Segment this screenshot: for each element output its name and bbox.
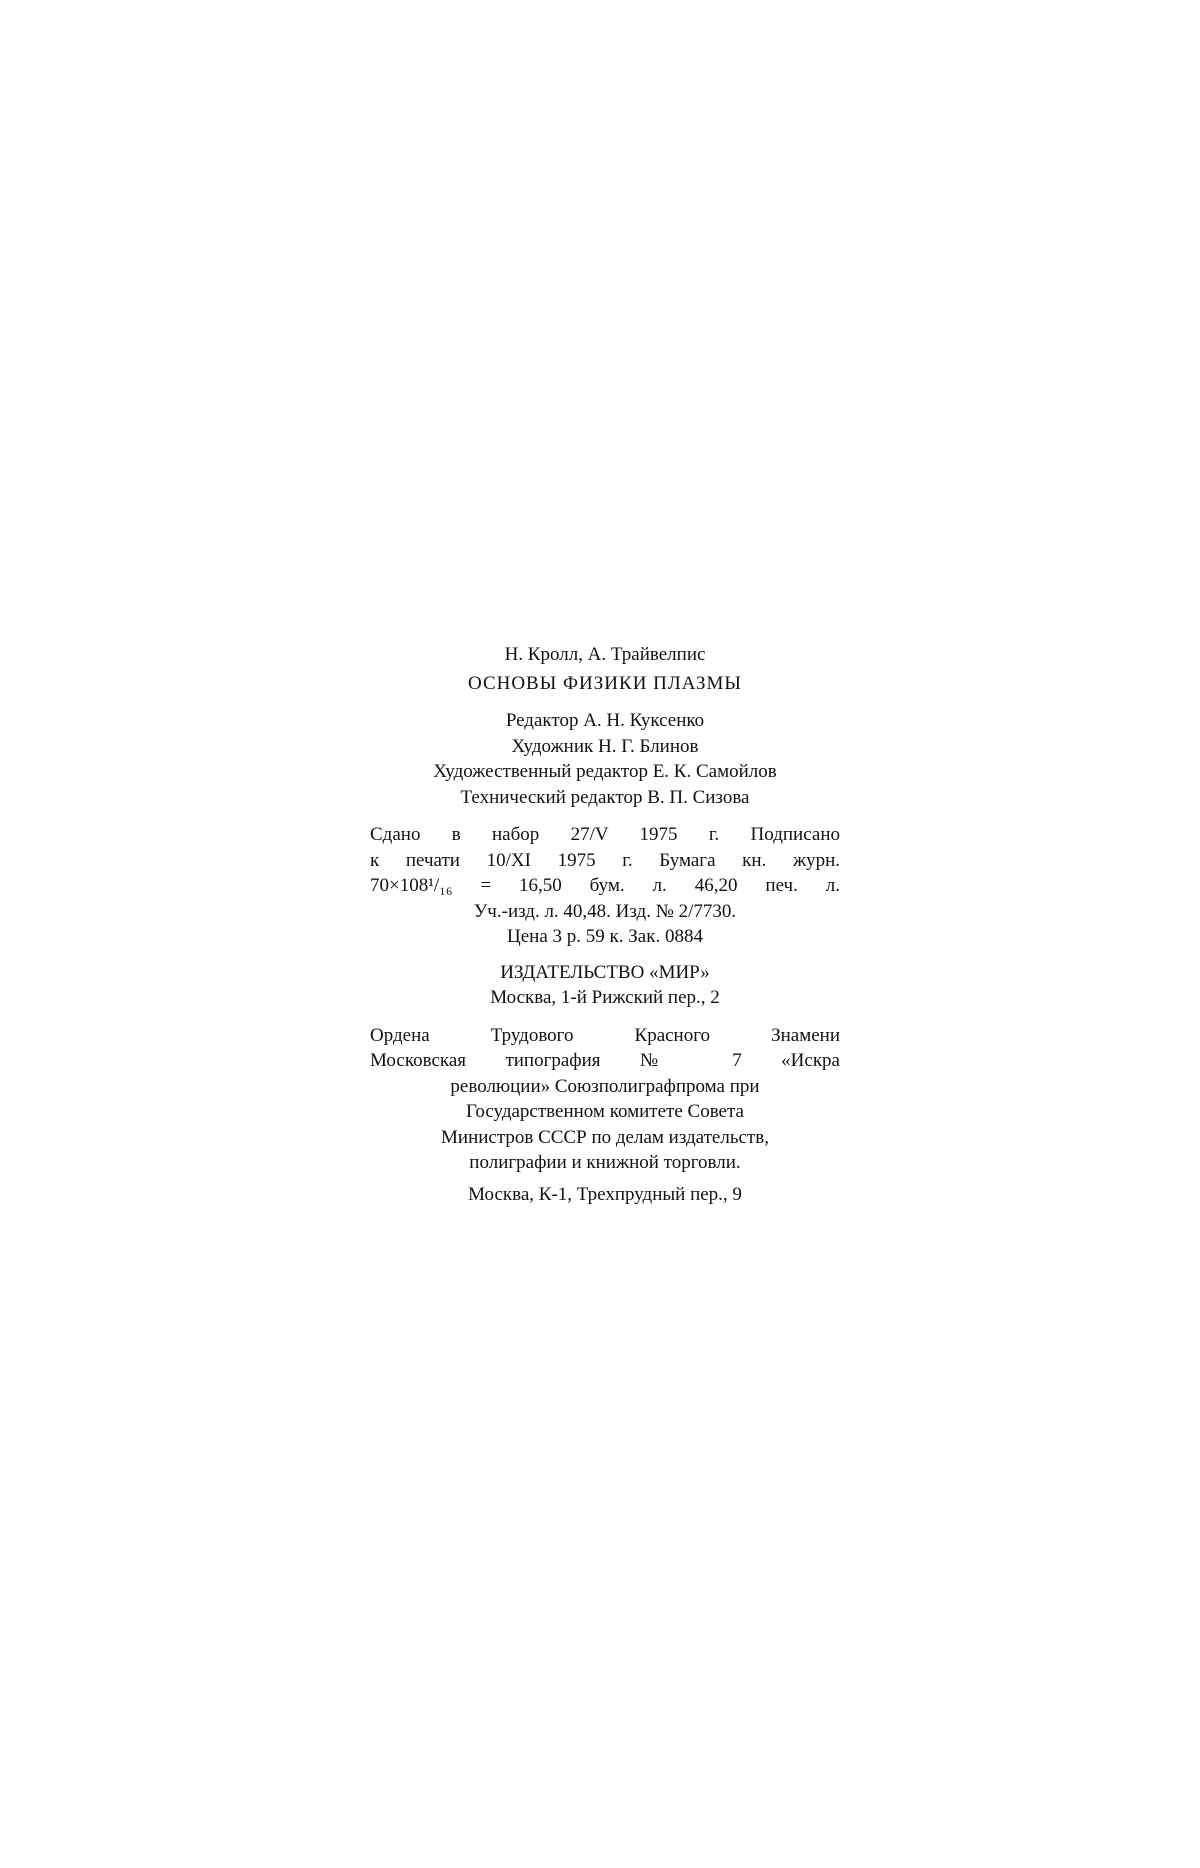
printer-address: Москва, К-1, Трехпрудный пер., 9	[468, 1183, 742, 1205]
colophon	[370, 642, 840, 1207]
credit-tech-editor: Технический редактор В. П. Сизова	[460, 786, 750, 808]
print-info-line: Цена 3 р. 59 к. Зак. 0884	[507, 926, 703, 947]
authors: Н. Кролл, А. Трайвелпис	[504, 644, 706, 665]
book-title: ОСНОВЫ ФИЗИКИ ПЛАЗМЫ	[467, 672, 742, 694]
printer-line: революции» Союзполиграфпрома при	[450, 1075, 760, 1097]
publisher-block	[370, 960, 840, 1011]
print-info-line: Уч.-изд. л. 40,48. Изд. № 2/7730.	[473, 900, 737, 922]
print-info-line: Сдано в набор 27/V 1975 г. Подписано	[370, 824, 840, 845]
print-info-line: к печати 10/XI 1975 г. Бумага кн. журн.	[370, 849, 840, 871]
printer-line: Министров СССР по делам издательств,	[441, 1126, 769, 1148]
printer-line: Государственном комитете Совета	[466, 1101, 744, 1122]
print-info-block	[370, 822, 840, 950]
credit-art-editor: Художественный редактор Е. К. Самойлов	[433, 761, 777, 782]
printer-line: Ордена Трудового Красного Знамени	[370, 1024, 840, 1046]
title-block	[370, 671, 840, 697]
credit-editor: Редактор А. Н. Куксенко	[505, 710, 705, 731]
printer-block	[370, 1023, 840, 1176]
credits-block	[370, 708, 840, 810]
printer-line: полиграфии и книжной торговли.	[469, 1152, 741, 1173]
publisher-name: ИЗДАТЕЛЬСТВО «МИР»	[500, 961, 710, 983]
credit-artist: Художник Н. Г. Блинов	[511, 735, 699, 757]
print-info-line: 70×108¹/₁₆ = 16,50 бум. л. 46,20 печ. л.	[370, 875, 840, 896]
printer-address-block	[370, 1182, 840, 1208]
authors-block	[370, 642, 840, 668]
publisher-address: Москва, 1-й Рижский пер., 2	[490, 987, 720, 1008]
printer-line: Московская типография № 7 «Искра	[370, 1050, 840, 1071]
